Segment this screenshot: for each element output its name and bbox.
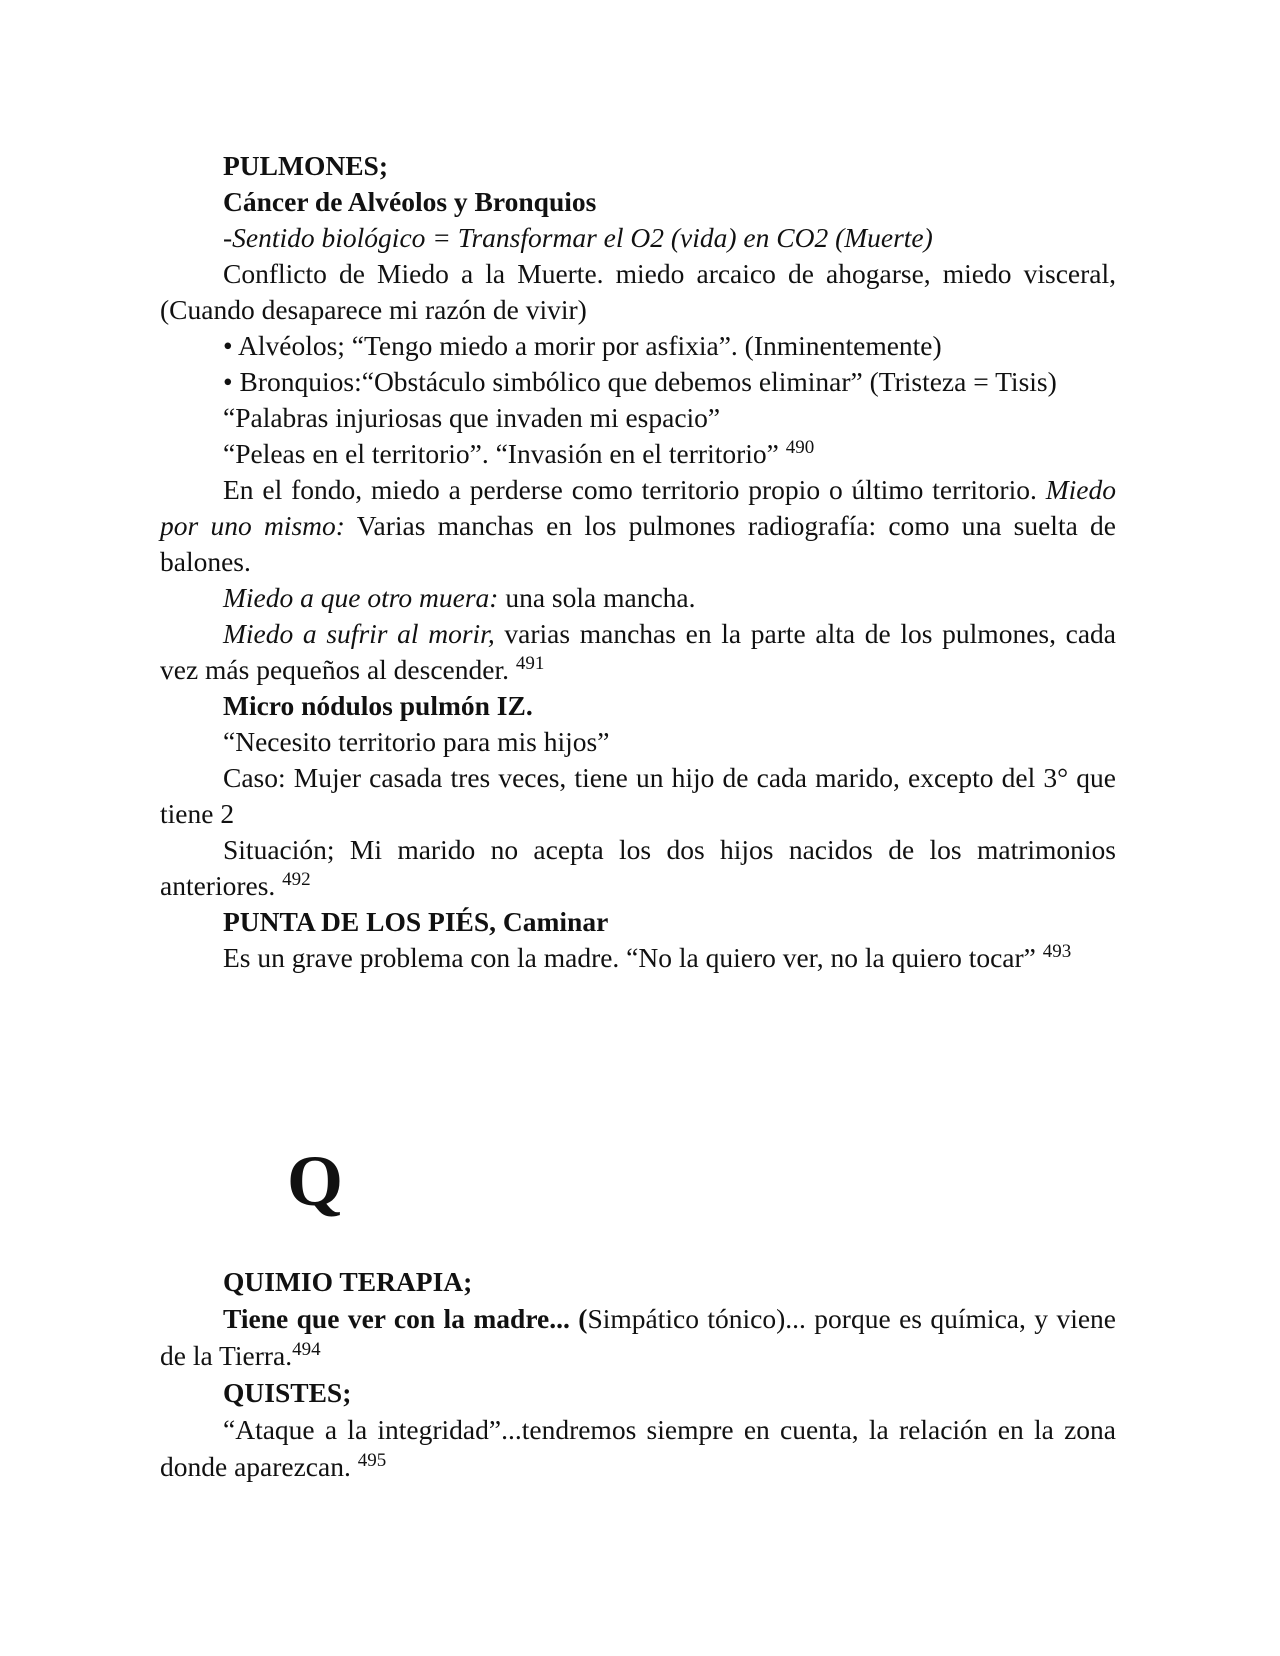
paragraph-fondo	[160, 472, 1116, 580]
subheading-cancer: Cáncer de Alvéolos y Bronquios	[223, 186, 597, 217]
situacion-text: Situación; Mi marido no acepta los dos hijos nacidos de los matrimonios anteriores.	[160, 834, 1116, 901]
quistes-text: “Ataque a la integridad”...tendremos siempre en cuenta, la relación en la zona donde aparezcan.	[160, 1414, 1116, 1482]
paragraph-conflicto: Conflicto de Miedo a la Muerte. miedo arcaico de ahogarse, miedo visceral, (Cuando desaparece mi razón de vivir)	[160, 258, 1116, 325]
quote-territorio: “Necesito territorio para mis hijos”	[223, 726, 610, 757]
document-body-p	[160, 148, 1116, 976]
quimio-text: Simpático tónico)... porque es química, y viene de la Tierra.	[160, 1303, 1116, 1371]
bullet-bronquios: • Bronquios:“Obstáculo simbólico que debemos eliminar” (Tristeza = Tisis)	[223, 366, 1057, 397]
paragraph-miedo-otro	[160, 580, 1116, 616]
heading-micro-nodulos: Micro nódulos pulmón IZ.	[223, 690, 533, 721]
quimio-bold: Tiene que ver con la madre... (	[223, 1303, 588, 1334]
bullet-alveolos: • Alvéolos; “Tengo miedo a morir por asfixia”. (Inminentemente)	[223, 330, 942, 361]
paragraph-miedo-sufrir	[160, 616, 1116, 688]
paragraph-quimio	[160, 1300, 1116, 1374]
footnote-490: 490	[785, 437, 815, 458]
paragraph-quistes	[160, 1411, 1116, 1485]
fondo-text: En el fondo, miedo a perderse como territorio propio o último territorio.	[223, 474, 1037, 505]
paragraph-punta	[160, 940, 1116, 976]
paragraph-sentido: -Sentido biológico = Transformar el O2 (vida) en CO2 (Muerte)	[223, 222, 933, 253]
quote-palabras: “Palabras injuriosas que invaden mi espacio”	[223, 402, 721, 433]
miedo-sufrir-text: varias manchas en la parte alta de los pulmones, cada vez más pequeños al descender.	[160, 618, 1117, 685]
footnote-495: 495	[357, 1450, 387, 1471]
miedo-mismo-text: Varias manchas en los pulmones radiografía: como una suelta de balones.	[160, 510, 1116, 577]
heading-pulmones: PULMONES;	[223, 150, 388, 181]
heading-quistes: QUISTES;	[223, 1377, 352, 1408]
heading-punta-pies: PUNTA DE LOS PIÉS, Caminar	[223, 906, 609, 937]
quote-peleas-text: “Peleas en el territorio”. “Invasión en el territorio”	[223, 438, 779, 469]
section-letter-q: Q	[287, 1141, 344, 1221]
paragraph-caso: Caso: Mujer casada tres veces, tiene un hijo de cada marido, excepto del 3° que tiene 2	[160, 762, 1116, 829]
miedo-otro-text: una sola mancha.	[505, 582, 696, 613]
miedo-sufrir-label: Miedo a sufrir al morir,	[223, 618, 495, 649]
punta-text: Es un grave problema con la madre. “No la quiero ver, no la quiero tocar”	[223, 942, 1036, 973]
footnote-493: 493	[1042, 941, 1072, 962]
miedo-otro-label: Miedo a que otro muera:	[223, 582, 499, 613]
paragraph-situacion	[160, 832, 1116, 904]
miedo-mismo-label: Miedo por uno mismo:	[160, 474, 1116, 541]
footnote-492: 492	[282, 869, 311, 890]
footnote-494: 494	[292, 1339, 321, 1360]
quote-peleas	[160, 436, 1116, 472]
heading-quimio: QUIMIO TERAPIA;	[223, 1266, 473, 1297]
document-body-q	[160, 1263, 1116, 1485]
footnote-491: 491	[515, 653, 545, 674]
